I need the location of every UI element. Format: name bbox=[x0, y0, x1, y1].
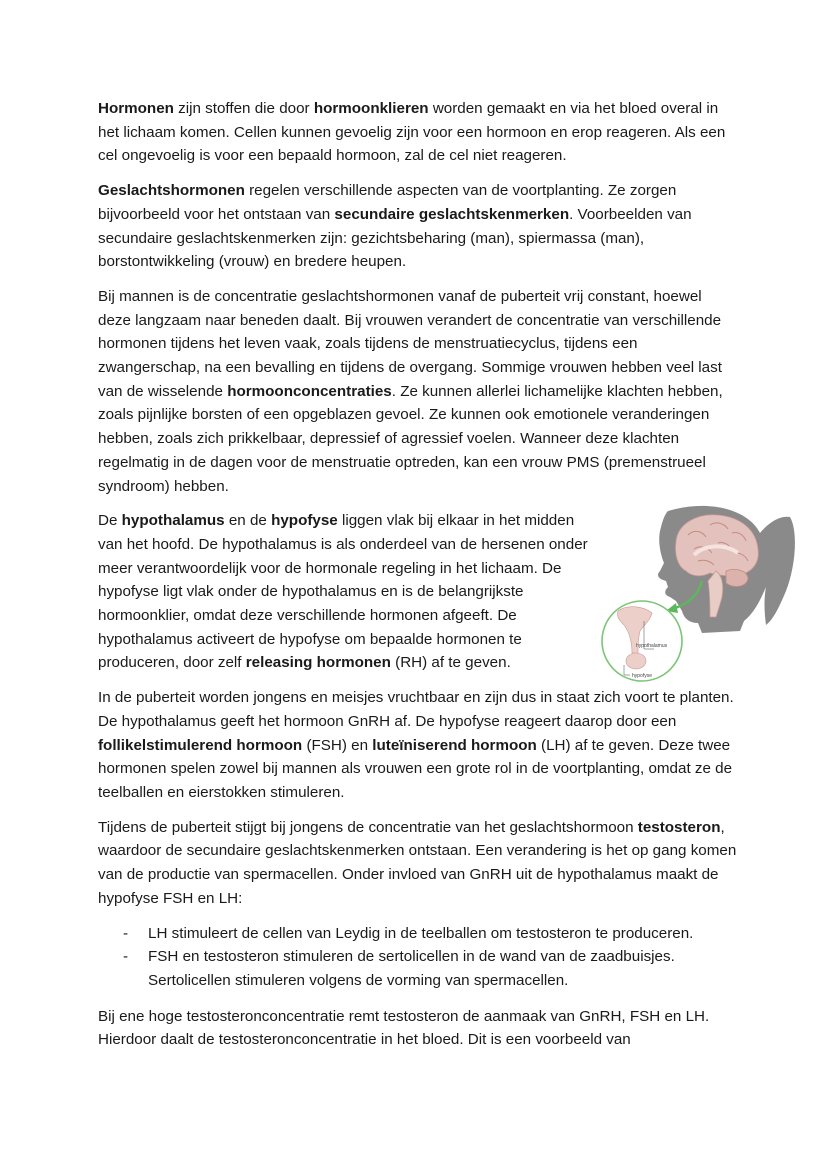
term-geslachtshormonen: Geslachtshormonen bbox=[98, 182, 245, 200]
text-run: Tijdens de puberteit stijgt bij jongens de concentratie van het geslachtshormoon bbox=[98, 818, 638, 836]
term-hormonen: Hormonen bbox=[98, 100, 174, 117]
text-run: Bij ene hoge testosteronconcentratie remt testosteron de aanmaak van GnRH, FSH en LH. Hierdoor daalt de testosteronconcentratie in het bloed. Dit is een voorbeeld van bbox=[98, 1007, 710, 1049]
document-page bbox=[98, 97, 738, 1063]
term-follikelstimulerend-hormoon: follikelstimulerend hormoon bbox=[98, 736, 303, 754]
text-run: , waardoor de secundaire geslachtskenmerken ontstaan. Een verandering is het op gang komen van de productie van spermacellen. Onder invloed van GnRH uit de hypothalamus maakt de hypofyse FSH en LH: bbox=[98, 818, 737, 907]
bullet-list bbox=[98, 922, 738, 993]
term-luteiniserend-hormoon: luteïniserend hormoon bbox=[372, 736, 537, 754]
dash-marker: - bbox=[123, 924, 129, 942]
term-testosteron: testosteron bbox=[637, 818, 721, 836]
text-run: en de bbox=[224, 512, 272, 530]
list-item bbox=[123, 945, 738, 992]
term-hypofyse: hypofyse bbox=[271, 512, 338, 530]
head-brain-illustration bbox=[598, 501, 798, 691]
text-run: zijn stoffen die door bbox=[173, 100, 314, 117]
text-run: liggen vlak bij elkaar in het midden van het hoofd. De hypothalamus is als onderdeel van de hersenen onder meer verantwoordelijk voor de hormonale regeling in het lichaam. De hypofyse ligt vlak onder de hypothalamus en is de belangrijkste hormoonklier, omdat deze verschillende hormonen afgeeft. De hypothalamus activeert de hypofyse om bepaalde hormonen te produceren, door zelf bbox=[98, 512, 588, 672]
term-hormoonklieren: hormoonklieren bbox=[313, 100, 429, 117]
paragraph-testosteron bbox=[98, 816, 738, 911]
paragraph-geslachtshormonen bbox=[98, 179, 738, 274]
text-run: De bbox=[98, 512, 122, 530]
paragraph-puberteit bbox=[98, 686, 738, 805]
text-run: In de puberteit worden jongens en meisjes vruchtbaar en zijn dus in staat zich voort te planten. De hypothalamus geeft het hormoon GnRH af. De hypofyse reageert daarop door een bbox=[98, 689, 734, 730]
text-run: regelen verschillende aspecten van de voortplanting. Ze zorgen bijvoorbeeld voor het ontstaan van bbox=[98, 182, 677, 223]
inset-hypofyse-shape bbox=[626, 653, 646, 669]
list-item bbox=[123, 922, 738, 946]
text-run: . Voorbeelden van secundaire geslachtskenmerken zijn: gezichtsbeharing (man), spiermassa (man), borstontwikkeling (vrouw) en bredere heupen. bbox=[98, 205, 692, 271]
text-run: . Ze kunnen allerlei lichamelijke klachten hebben, zoals pijnlijke borsten of een opgeblazen gevoel. Ze kunnen ook emotionele veranderingen hebben, zoals zich prikkelbaar, depressief of agressief voelen. Wanneer deze klachten regelmatig in de dagen voor de menstruatie optreden, kan een vrouw PMS (premenstrueel syndroom) hebben. bbox=[98, 382, 723, 495]
paragraph-terugkoppeling bbox=[98, 1005, 738, 1052]
term-hypothalamus: hypothalamus bbox=[121, 512, 225, 530]
label-hypofyse: hypofyse bbox=[632, 673, 653, 680]
list-item-text: FSH en testosteron stimuleren de sertolicellen in de wand van de zaadbuisjes. Sertolicellen stimuleren volgens de vorming van spermacellen. bbox=[148, 948, 675, 989]
paragraph-with-figure bbox=[98, 509, 738, 680]
paragraph-hormonen bbox=[98, 97, 738, 168]
paragraph-hypothalamus bbox=[98, 509, 598, 675]
label-hypothalamus: hypothalamus bbox=[636, 643, 668, 650]
text-run: worden gemaakt en via het bloed overal in het lichaam komen. Cellen kunnen gevoelig zijn voor een hormoon en erop reageren. Als een cel ongevoelig is voor een bepaald hormoon, zal de cel niet reageren. bbox=[98, 100, 726, 165]
text-run: (FSH) en bbox=[302, 736, 373, 754]
term-secundaire-geslachtskenmerken: secundaire geslachtskenmerken bbox=[334, 205, 570, 223]
term-hormoonconcentraties: hormoonconcentraties bbox=[227, 382, 392, 400]
text-run: (LH) af te geven. Deze twee hormonen spelen zowel bij mannen als vrouwen een grote rol in de voortplanting, omdat ze de teelballen en eierstokken stimuleren. bbox=[98, 736, 733, 801]
paragraph-concentratie bbox=[98, 285, 738, 498]
dash-marker: - bbox=[123, 948, 129, 966]
text-run: Bij mannen is de concentratie geslachtshormonen vanaf de puberteit vrij constant, hoewel deze langzaam naar beneden daalt. Bij vrouwen verandert de concentratie van verschillende hormonen tijdens het leven vaak, zoals tijdens de menstruatiecyclus, tijdens een zwangerschap, na een bevalling en tijdens de overgang. Sommige vrouwen hebben veel last van de wisselende bbox=[98, 287, 722, 400]
text-run: (RH) af te geven. bbox=[390, 654, 511, 672]
list-item-text: LH stimuleert de cellen van Leydig in de teelballen om testosteron te produceren. bbox=[148, 924, 694, 942]
term-releasing-hormonen: releasing hormonen bbox=[245, 654, 391, 672]
